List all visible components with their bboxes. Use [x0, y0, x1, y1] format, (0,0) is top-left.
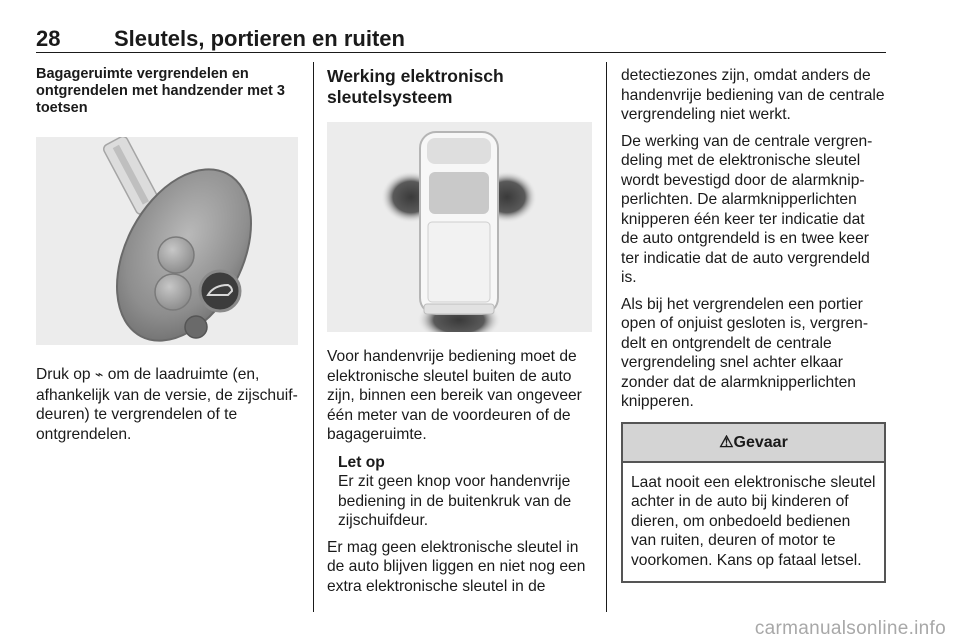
detection-zones-figure	[327, 122, 592, 332]
danger-warning-box	[621, 422, 886, 584]
note-block	[338, 453, 592, 531]
watermark-footer: carmanualsonline.info	[754, 618, 946, 639]
chapter-title: Sleutels, portieren en ruiten	[114, 26, 405, 51]
vehicle-topview-illustration	[327, 122, 592, 332]
column-divider	[606, 62, 607, 612]
key-fob-figure	[36, 137, 298, 345]
note-text: Er zit geen knop voor handenvrije bediening in de buitenkruk van de zijschuifdeur.	[338, 473, 572, 529]
detection-paragraph: detectiezones zijn, omdat anders de handenvrije bediening van de centrale vergrendeling niet werkt.	[621, 67, 885, 123]
danger-warning-header	[623, 424, 884, 463]
section-heading-trunk: Bagageruimte vergrendelen en ontgrendelen met handzender met 3 toetsen	[36, 66, 285, 116]
trunk-instruction	[36, 365, 298, 444]
column-left	[36, 66, 298, 444]
text-after-icon: om de laadruimte (en, afhankelijk van de versie, de zijschuifdeuren) te vergrendelen of te ontgrendelen.	[36, 366, 298, 443]
key-fob-illustration	[36, 137, 298, 345]
column-right	[621, 66, 886, 583]
column-divider	[313, 62, 314, 612]
warning-triangle-icon: ⚠	[719, 433, 734, 451]
confirmation-paragraph: De werking van de centrale vergrendeling met de elektronische sleutel wordt bevestigd door de alarmknipperlichten. De alarmknipperlichten knipperen één keer ter indicatie dat de auto ontgrendeld is en twee keer ter indicatie dat de auto vergrendeld is.	[621, 132, 873, 286]
trunk-button-icon: ⌁	[94, 367, 104, 383]
note-title: Let op	[338, 453, 385, 471]
text-before-icon: Druk op	[36, 366, 95, 383]
page-number: 28	[36, 26, 61, 51]
section-heading-keyless: Werking elektronisch sleutelsysteem	[327, 66, 504, 107]
page-header	[36, 26, 886, 53]
danger-warning-title: Gevaar	[733, 433, 788, 451]
keyless-paragraph-1: Voor handenvrije bediening moet de elektronische sleutel buiten de auto zijn, binnen een bereik van ongeveer één meter van de voordeuren of de bagageruimte.	[327, 348, 582, 443]
danger-warning-text: Laat nooit een elektronische sleutel achter in de auto bij kinderen of dieren, om onbedoeld bedienen van ruiten, deuren of motor te voorkomen. Kans op fataal letsel.	[631, 473, 876, 569]
keyless-paragraph-2: Er mag geen elektronische sleutel in de auto blijven liggen en niet nog een extra elektronische sleutel in de	[327, 538, 586, 595]
column-middle	[327, 66, 592, 596]
door-open-paragraph: Als bij het vergrendelen een portier open of onjuist gesloten is, vergrendelt en ontgrendelt de centrale vergrendeling snel achter elkaar zonder dat de alarmknipperlichten knipperen.	[621, 295, 869, 410]
